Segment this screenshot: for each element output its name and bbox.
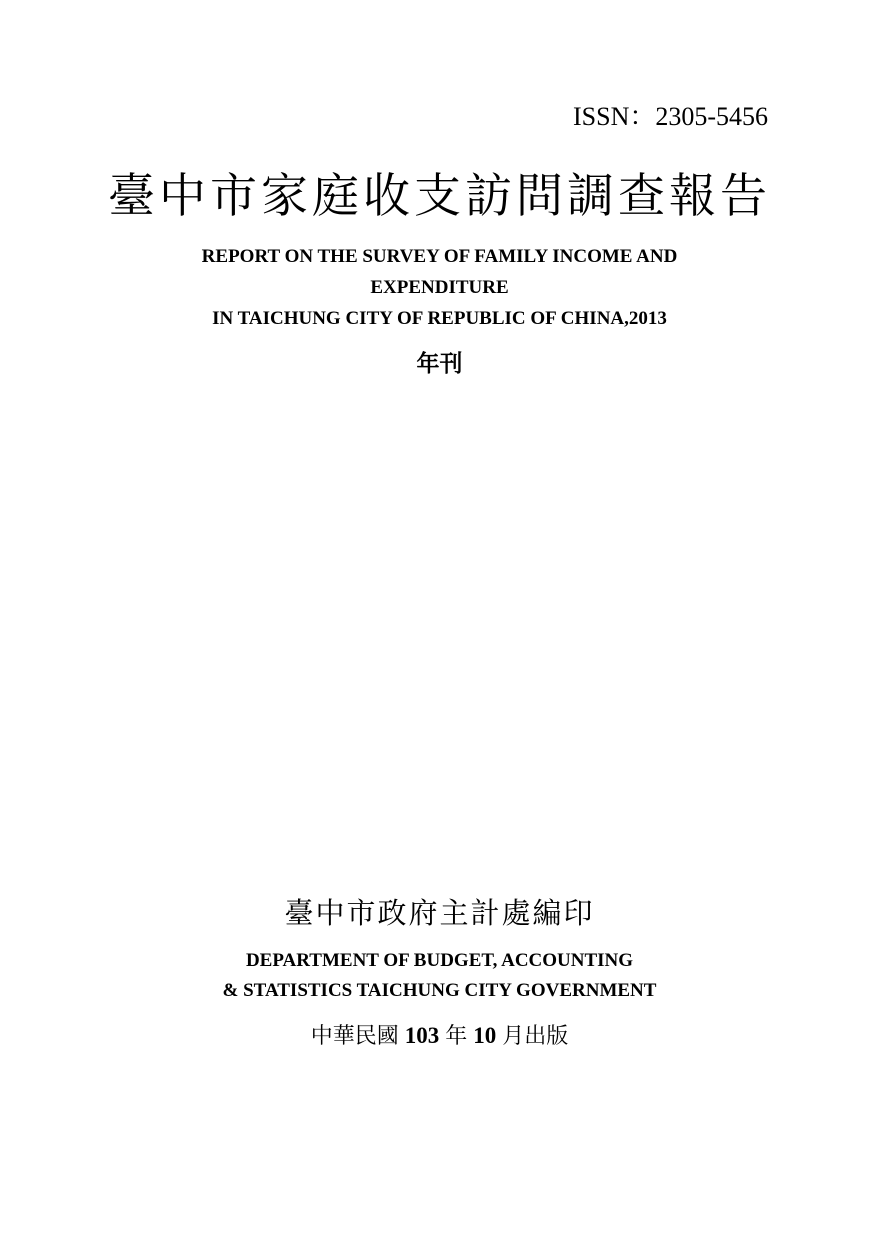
report-title-english — [0, 241, 879, 334]
publication-month: 10 — [473, 1023, 497, 1048]
department-name-english-line-2: & STATISTICS TAICHUNG CITY GOVERNMENT — [222, 980, 657, 1001]
publication-date-prefix: 中華民國 — [310, 1024, 399, 1049]
annual-label: 年刊 — [416, 351, 463, 377]
publication-date — [0, 1020, 879, 1053]
report-title-english-line-3: IN TAICHUNG CITY OF REPUBLIC OF CHINA,2013 — [212, 308, 667, 329]
department-name-chinese: 臺中市政府主計處編印 — [284, 896, 595, 930]
publication-year-unit: 年 — [445, 1024, 468, 1049]
report-title-chinese: 臺中市家庭收支訪問調查報告 — [108, 169, 771, 224]
department-name-english — [0, 946, 879, 1006]
report-title-english-line-2: EXPENDITURE — [370, 277, 509, 298]
report-title-english-line-1: REPORT ON THE SURVEY OF FAMILY INCOME AND — [201, 246, 678, 267]
issn-number: ISSN：2305-5456 — [572, 102, 768, 131]
publication-year: 103 — [404, 1023, 440, 1048]
publication-date-suffix: 月出版 — [502, 1024, 569, 1049]
department-name-english-line-1: DEPARTMENT OF BUDGET, ACCOUNTING — [245, 950, 634, 971]
